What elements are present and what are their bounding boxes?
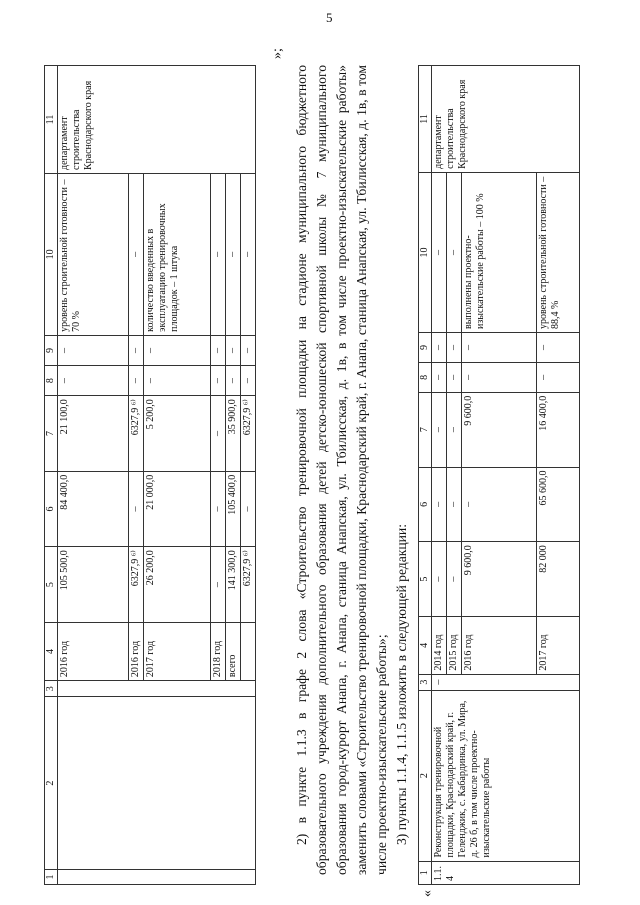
paragraph-3: 3) пункты 1.1.4, 1.1.5 изложить в следующей редакции: <box>394 524 409 845</box>
table-row: 2015 год – – – – – – <box>447 66 462 885</box>
table-row: 2016 год 9 600,0 – 9 600,0 – – выполнены проектно-изыскательские работы – 100 % <box>462 66 537 885</box>
responsible-department: департамент строительства Краснодарского края <box>58 66 256 174</box>
responsible-department: департамент строительства Краснодарского края <box>432 66 580 173</box>
table-new-items <box>418 65 580 885</box>
table-continuation <box>44 65 256 885</box>
column-number-row: 1 2 3 4 5 6 7 8 9 10 11 <box>45 66 58 885</box>
table-row: 1.1.4 Реконструкция тренировочной площадки, Краснодарский край, г. Геленджик, с. Кабардинка, ул. Мира, д. 26 б, в том числе проектно-изыскательские работы – 2014 год – – – – – – департамент строительства Краснодарского края <box>432 66 447 885</box>
item-name: Реконструкция тренировочной площадки, Краснодарский край, г. Геленджик, с. Кабардинка, ул. Мира, д. 26 б, в том числе проектно-изыскательские работы <box>432 690 580 861</box>
table-row: всего 141 300,0 105 400,0 35 900,0 – – – <box>226 66 241 885</box>
table-row: 2017 год 26 200,0 21 000,0 5 200,0 – – количество введенных в эксплуатацию тренировочных площадок – 1 штука <box>144 66 211 885</box>
table-row: 2016 год 6327,9 ⁶⁾ – 6327,9 ⁶⁾ – – – <box>129 66 144 885</box>
closing-quote-mark: »; <box>270 48 285 59</box>
table-row: 6327,9 ⁶⁾ – 6327,9 ⁶⁾ – – – <box>241 66 256 885</box>
paragraph-2: 2) в пункте 1.1.3 в графе 2 слова «Строительство тренировочной площадки на стадионе муниципального бюджетного образовательного учреждения дополнительного образования детей детско-юношеской спортивной школы № 7 муниципального образования город-курорт Анапа, г. Анапа, станица Анапская, ул. Тбилисская, д. 1в, в том числе проектно-изыскательские работы» заменить словами «Строительство тренировочной площадки, Краснодарский край, г. Анапа, станица Анапская, ул. Тбилисская, д. 1в, в том числе проектно-изыскательские работы»; <box>294 65 389 875</box>
page-number: 5 <box>326 10 333 25</box>
table-row: 2017 год 82 000 65 600,0 16 400,0 – – уровень строительной готовности – 88,4 % <box>537 66 580 885</box>
opening-quote-mark: « <box>420 890 435 897</box>
amendment-text <box>292 65 412 875</box>
column-number-row: 1 2 3 4 5 6 7 8 9 10 11 <box>419 66 432 885</box>
item-number: 1.1.4 <box>432 861 580 884</box>
table-row: 2016 год 105 500,0 84 400,0 21 100,0 – – уровень строительной готовности – 70 % департамент строительства Краснодарского края <box>58 66 129 885</box>
table-row: 2018 год – – – – – – <box>211 66 226 885</box>
